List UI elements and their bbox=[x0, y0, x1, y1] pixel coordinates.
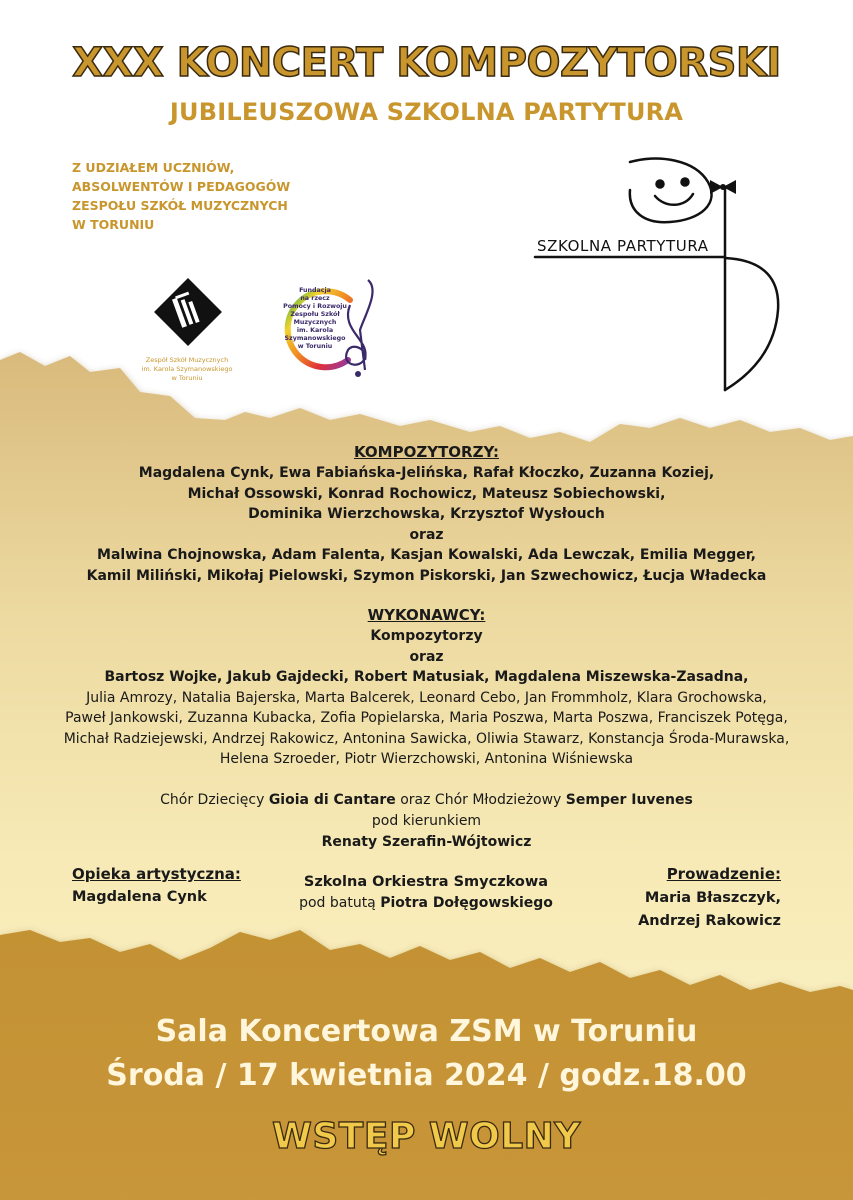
zsm-logo bbox=[148, 272, 228, 352]
choirs-line bbox=[0, 790, 853, 811]
page-subtitle: JUBILEUSZOWA SZKOLNA PARTYTURA bbox=[169, 98, 684, 126]
choirs-middle: oraz Chór Młodzieżowy bbox=[395, 792, 566, 808]
hosts-heading: Prowadzenie: bbox=[666, 865, 781, 883]
composers-line: Magdalena Cynk, Ewa Fabiańska-Jelińska, Rafał Kłoczko, Zuzanna Koziej, bbox=[138, 465, 715, 481]
composers-line: Malwina Chojnowska, Adam Falenta, Kasjan Kowalski, Ada Lewczak, Emilia Megger, bbox=[97, 547, 756, 563]
participation-line: Z UDZIAŁEM UCZNIÓW, bbox=[72, 160, 235, 175]
orchestra bbox=[276, 872, 576, 913]
orchestra-baton bbox=[276, 893, 576, 914]
performers-line: Helena Szroeder, Piotr Wierzchowski, Antonina Wiśniewska bbox=[219, 751, 634, 767]
szkolna-partytura-logo bbox=[530, 150, 800, 395]
free-entry: WSTĘP WOLNY bbox=[272, 1116, 581, 1157]
performers-line: Michał Radziejewski, Andrzej Rakowicz, Antonina Sawicka, Oliwia Stawarz, Konstancja Środa-Murawska, bbox=[63, 730, 790, 747]
hosts-name: Andrzej Rakowicz bbox=[638, 913, 781, 929]
artistic-care-name: Magdalena Cynk bbox=[72, 889, 207, 905]
performers-line: Kompozytorzy bbox=[370, 628, 483, 644]
foundation-text-line: Zespołu Szkół bbox=[290, 311, 340, 318]
foundation-text-line: Muzycznych bbox=[293, 319, 337, 326]
performers-heading: WYKONAWCY: bbox=[367, 606, 486, 624]
performers-line: Julia Amrozy, Natalia Bajerska, Marta Balcerek, Leonard Cebo, Jan Frommholz, Klara Grochowska, bbox=[86, 689, 767, 706]
zsm-caption-line: w Toruniu bbox=[171, 374, 203, 382]
participation-note bbox=[72, 158, 332, 234]
foundation-text-line: im. Karola bbox=[296, 327, 334, 334]
composers-heading: KOMPOZYTORZY: bbox=[353, 443, 500, 461]
choir-1-name: Gioia di Cantare bbox=[268, 792, 396, 808]
choirs-prefix: Chór Dziecięcy bbox=[160, 792, 269, 808]
zsm-caption-line: Zespół Szkół Muzycznych bbox=[145, 356, 229, 364]
venue: Sala Koncertowa ZSM w Toruniu bbox=[155, 1014, 698, 1049]
zsm-caption-line: im. Karola Szymanowskiego bbox=[141, 365, 233, 373]
performers-line: Paweł Jankowski, Zuzanna Kubacka, Zofia Popielarska, Maria Poszwa, Marta Poszwa, Franciszek Potęga, bbox=[65, 710, 788, 726]
participation-line: ZESPOŁU SZKÓŁ MUZYCZNYCH bbox=[72, 198, 288, 213]
composers-line: Dominika Wierzchowska, Krzysztof Wysłouch bbox=[248, 506, 605, 522]
composers-line: Kamil Miliński, Mikołaj Pielowski, Szymon Piskorski, Jan Szwechowicz, Łucja Władecka bbox=[86, 567, 767, 584]
orchestra-baton-prefix: pod batutą bbox=[299, 894, 381, 911]
choir-2-name: Semper Iuvenes bbox=[565, 792, 693, 808]
foundation-text-line: Pomocy i Rozwoju bbox=[283, 303, 347, 310]
szkolna-partytura-label: SZKOLNA PARTYTURA bbox=[537, 237, 709, 255]
foundation-text-line: na rzecz bbox=[300, 295, 330, 302]
orchestra-conductor: Piotra Dołęgowskiego bbox=[380, 894, 553, 911]
event-date: Środa / 17 kwietnia 2024 / godz.18.00 bbox=[106, 1058, 747, 1093]
choirs-conductor: Renaty Szerafin-Wójtowicz bbox=[321, 834, 532, 850]
participation-line: W TORUNIU bbox=[72, 217, 155, 232]
participation-line: ABSOLWENTÓW I PEDAGOGÓW bbox=[72, 179, 291, 194]
performers-oraz: oraz bbox=[409, 648, 444, 665]
page-title: XXX KONCERT KOMPOZYTORSKI bbox=[72, 40, 781, 86]
artistic-care bbox=[72, 864, 241, 908]
choirs-under: pod kierunkiem bbox=[371, 812, 482, 829]
foundation-text-line: Szymanowskiego bbox=[284, 335, 346, 342]
composers-line: Michał Ossowski, Konrad Rochowicz, Mateusz Sobiechowski, bbox=[187, 485, 666, 502]
performers-section bbox=[0, 605, 853, 770]
orchestra-name: Szkolna Orkiestra Smyczkowa bbox=[303, 874, 549, 890]
foundation-text-line: w Toruniu bbox=[297, 343, 333, 350]
artistic-care-heading: Opieka artystyczna: bbox=[72, 865, 241, 883]
hosts bbox=[638, 864, 781, 933]
hosts-name: Maria Błaszczyk, bbox=[644, 890, 781, 906]
choirs-section bbox=[0, 790, 853, 853]
foundation-text-line: Fundacja bbox=[299, 287, 331, 294]
zsm-caption bbox=[112, 356, 262, 383]
composers-oraz: oraz bbox=[409, 526, 444, 543]
foundation-text bbox=[283, 287, 347, 351]
composers-section bbox=[0, 442, 853, 586]
performers-bold-line: Bartosz Wojke, Jakub Gajdecki, Robert Matusiak, Magdalena Miszewska-Zasadna, bbox=[104, 669, 749, 685]
